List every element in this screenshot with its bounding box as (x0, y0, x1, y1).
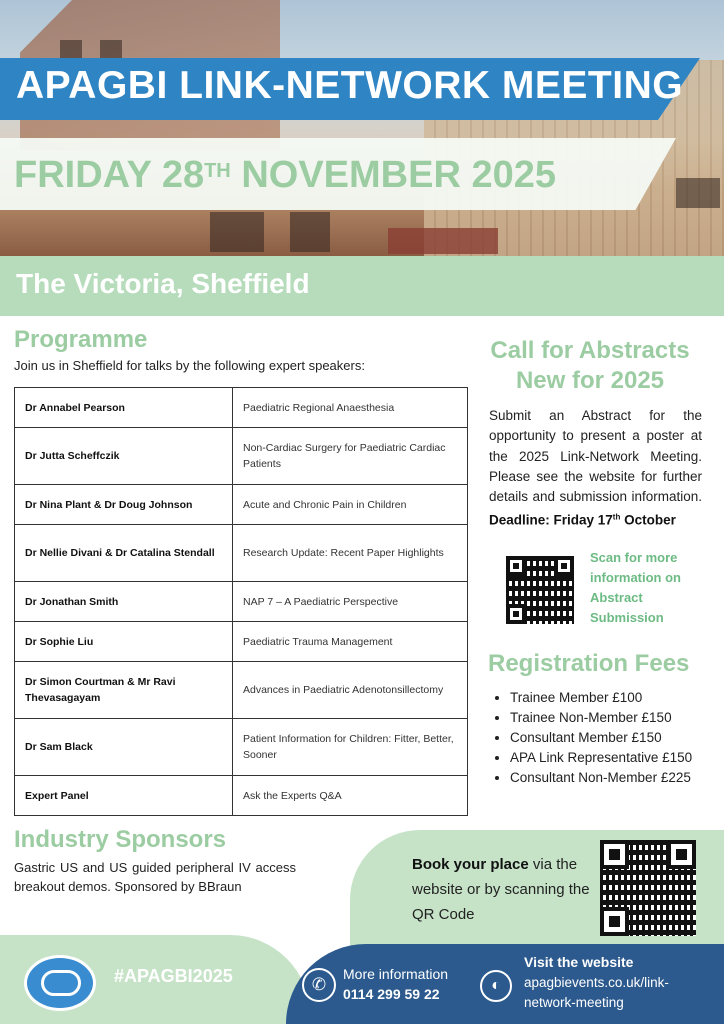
speaker-cell: Dr Sam Black (15, 719, 233, 776)
programme-intro: Join us in Sheffield for talks by the following expert speakers: (14, 358, 365, 373)
speaker-cell: Dr Jutta Scheffczik (15, 428, 233, 485)
programme-heading: Programme (14, 326, 148, 353)
abstract-qr-code[interactable] (506, 556, 574, 624)
talk-cell: Paediatric Trauma Management (233, 622, 468, 662)
registration-heading: Registration Fees (488, 650, 690, 677)
event-date: FRIDAY 28TH NOVEMBER 2025 (14, 154, 556, 196)
booking-text: Book your place via the website or by scanning the QR Code (412, 856, 590, 923)
phone-number[interactable]: 0114 299 59 22 (343, 986, 440, 1002)
table-row (15, 776, 468, 816)
talk-cell: Ask the Experts Q&A (233, 776, 468, 816)
list-item: • Consultant Member £150 (510, 728, 692, 748)
speaker-cell: Dr Sophie Liu (15, 622, 233, 662)
table-row (15, 622, 468, 662)
table-row (15, 525, 468, 582)
venue-name: The Victoria, Sheffield (16, 268, 310, 299)
table-row (15, 428, 468, 485)
website-info: Visit the website apagbievents.co.uk/link-network-meeting (524, 952, 720, 1013)
apagbi-logo-icon (24, 955, 96, 1011)
talk-cell: Research Update: Recent Paper Highlights (233, 525, 468, 582)
website-link[interactable]: apagbievents.co.uk/link-network-meeting (524, 975, 669, 1010)
phone-icon: ✆ (302, 968, 336, 1002)
speaker-cell: Expert Panel (15, 776, 233, 816)
contact-info: More information 0114 299 59 22 (343, 966, 449, 1002)
talk-cell: NAP 7 – A Paediatric Perspective (233, 582, 468, 622)
speaker-cell: Dr Nellie Divani & Dr Catalina Stendall (15, 525, 233, 582)
booking-qr-code[interactable] (600, 840, 696, 936)
talk-cell: Paediatric Regional Anaesthesia (233, 388, 468, 428)
hero-photo (0, 0, 724, 256)
scan-info-text: Scan for more information on Abstract Submission (590, 550, 681, 625)
sponsors-heading: Industry Sponsors (14, 826, 227, 853)
list-item: • Trainee Non-Member £150 (510, 708, 692, 728)
programme-table (14, 387, 468, 816)
speaker-cell: Dr Nina Plant & Dr Doug Johnson (15, 485, 233, 525)
talk-cell: Patient Information for Children: Fitter, Better, Sooner (233, 719, 468, 776)
table-row (15, 719, 468, 776)
talk-cell: Non-Cardiac Surgery for Paediatric Cardiac Patients (233, 428, 468, 485)
hashtag: #APAGBI2025 (114, 966, 233, 986)
list-item: • Consultant Non-Member £225 (510, 768, 692, 788)
sponsors-body: Gastric US and US guided peripheral IV access breakout demos. Sponsored by BBraun (14, 860, 296, 894)
event-title: APAGBI LINK-NETWORK MEETING (16, 64, 684, 107)
speaker-cell: Dr Simon Courtman & Mr Ravi Thevasagayam (15, 662, 233, 719)
abstracts-body: Submit an Abstract for the opportunity to present a poster at the 2025 Link-Network Meeting. Please see the website for further details and submission information. Deadline: Friday 17th October (489, 408, 702, 528)
globe-icon: ◐ (480, 970, 512, 1002)
talk-cell: Acute and Chronic Pain in Children (233, 485, 468, 525)
talk-cell: Advances in Paediatric Adenotonsillectomy (233, 662, 468, 719)
table-row (15, 485, 468, 525)
speaker-cell: Dr Jonathan Smith (15, 582, 233, 622)
table-row (15, 388, 468, 428)
registration-list (510, 688, 692, 788)
speaker-cell: Dr Annabel Pearson (15, 388, 233, 428)
table-row (15, 582, 468, 622)
list-item: • Trainee Member £100 (510, 688, 692, 708)
list-item: • APA Link Representative £150 (510, 748, 692, 768)
abstracts-heading: Call for Abstracts New for 2025 (490, 337, 690, 394)
table-row (15, 662, 468, 719)
